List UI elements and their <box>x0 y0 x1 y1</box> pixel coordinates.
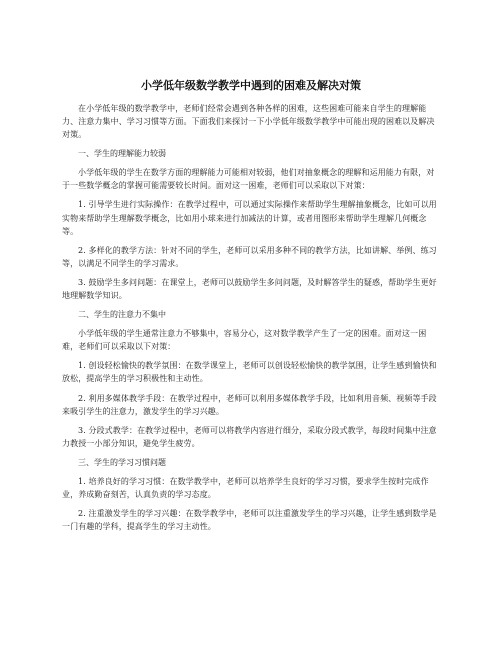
section-2-intro: 小学低年级的学生通常注意力不够集中，容易分心，这对数学教学产生了一定的困难。面对这一困难，老师们可以采取以下对策： <box>62 329 427 352</box>
section-1-item-3: 3. 鼓励学生多问问题：在课堂上，老师可以鼓励学生多问问题，及时解答学生的疑惑，帮助学生更好地理解数学知识。 <box>62 277 437 301</box>
section-heading-3: 三、学生的学习习惯问题 <box>78 457 166 467</box>
section-heading-2: 二、学生的注意力不集中 <box>78 310 166 320</box>
intro-paragraph: 在小学低年级的数学教学中，老师们经常会遇到各种各样的困难，这些困难可能来自学生的理解能力、注意力集中、学习习惯等方面。下面我们来探讨一下小学低年级数学教学中可能出现的困难以及解决对策。 <box>62 104 435 140</box>
section-2-item-3: 3. 分段式教学：在教学过程中，老师可以将教学内容进行细分，采取分段式教学，每段时间集中注意力教授一小部分知识，避免学生疲劳。 <box>62 425 437 448</box>
section-1-intro: 小学低年级的学生在数学方面的理解能力可能相对较弱，他们对抽象概念的理解和运用能力有限，对于一些数学概念的掌握可能需要较长时间。面对这一困难，老师们可以采取以下对策： <box>62 168 435 191</box>
section-1-item-1: 1. 引导学生进行实际操作：在教学过程中，可以通过实际操作来帮助学生理解抽象概念，比如可以用实物来帮助学生理解数学概念，比如用小球来进行加减法的计算，或者用图形来帮助学生理解几何概念等。 <box>62 200 437 236</box>
section-2-item-2: 2. 利用多媒体教学手段：在教学过程中，老师可以利用多媒体教学手段，比如利用音频、视频等手段来吸引学生的注意力，激发学生的学习兴趣。 <box>62 393 437 416</box>
section-3-item-1: 1. 培养良好的学习习惯：在数学教学中，老师可以培养学生良好的学习习惯，要求学生按时完成作业，养成勤奋刻苦，认真负责的学习态度。 <box>62 476 429 499</box>
section-heading-1: 一、学生的理解能力较弱 <box>78 149 166 159</box>
document-title: 小学低年级数学教学中遇到的困难及解决对策 <box>141 79 361 92</box>
section-2-item-1: 1. 创设轻松愉快的教学氛围：在数学课堂上，老师可以创设轻松愉快的教学氛围，让学生感到愉快和放松，提高学生的学习积极性和主动性。 <box>62 361 437 384</box>
section-3-item-2: 2. 注重激发学生的学习兴趣：在数学教学中，老师可以注重激发学生的学习兴趣，让学生感到数学是一门有趣的学科，提高学生的学习主动性。 <box>62 509 437 532</box>
section-1-item-2: 2. 多样化的教学方法：针对不同的学生，老师可以采用多种不同的教学方法，比如讲解、举例、练习等，以满足不同学生的学习需求。 <box>62 245 437 268</box>
